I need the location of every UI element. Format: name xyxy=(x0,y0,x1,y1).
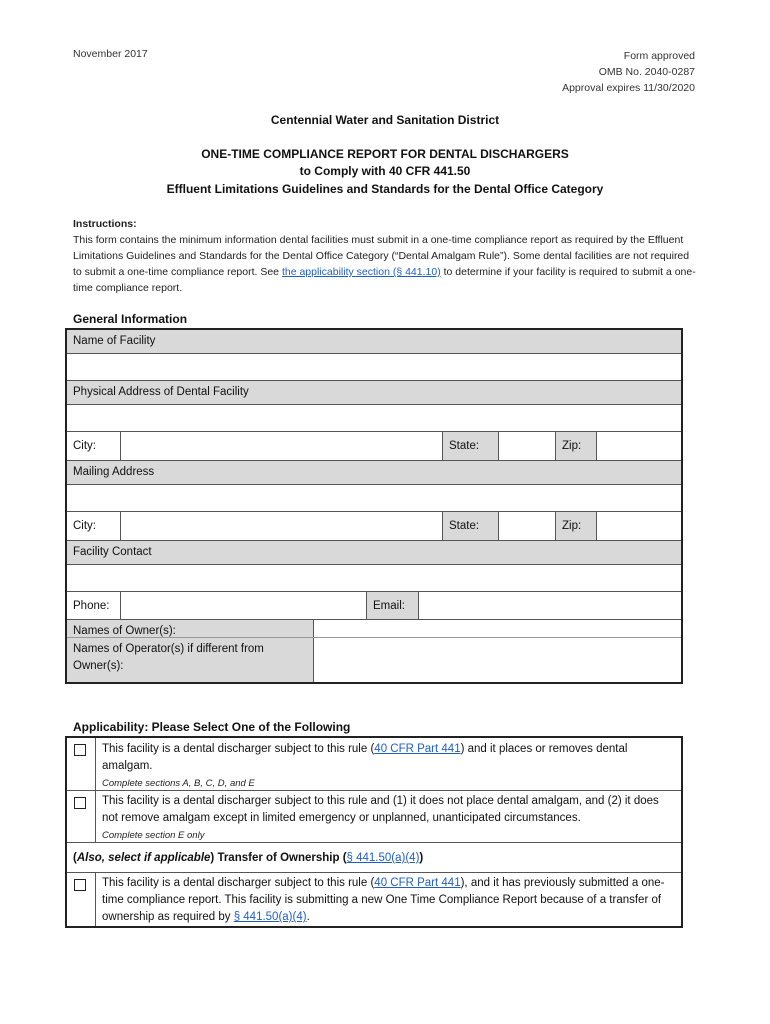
applicability-table xyxy=(65,736,683,928)
applicability-section-link[interactable]: the applicability section (§ 441.10) xyxy=(281,266,441,278)
cfr-part-441-link-2[interactable]: 40 CFR Part 441 xyxy=(374,877,461,889)
mailing-zip-label-cell xyxy=(555,512,596,540)
option-3-text-a: This facility is a dental discharger subject to this rule ( xyxy=(102,877,375,889)
option-3-text xyxy=(102,875,677,926)
section-441-50-link-2[interactable]: § 441.50(a)(4) xyxy=(233,911,307,923)
physical-address-label: Physical Address of Dental Facility xyxy=(73,386,249,398)
district-name: Centennial Water and Sanitation District xyxy=(270,113,500,127)
mailing-zip-label: Zip: xyxy=(562,520,582,532)
approval-expiry: Approval expires 11/30/2020 xyxy=(562,82,695,94)
name-of-facility-input[interactable] xyxy=(67,354,681,381)
email-input[interactable] xyxy=(418,592,681,619)
option-1-divider xyxy=(95,738,96,790)
mailing-state-input[interactable] xyxy=(498,512,555,540)
physical-zip-label-cell xyxy=(555,432,596,460)
owners-row xyxy=(67,620,681,638)
facility-contact-label-row xyxy=(67,541,681,565)
instructions-heading: Instructions: xyxy=(73,218,137,230)
mailing-city-state-zip-row xyxy=(67,512,681,541)
report-title: ONE-TIME COMPLIANCE REPORT FOR DENTAL DISCHARGERS xyxy=(201,147,569,161)
option-1-note: Complete sections A, B, C, D, and E xyxy=(102,778,255,789)
physical-zip-input[interactable] xyxy=(596,432,681,460)
report-date: November 2017 xyxy=(73,48,148,60)
mailing-state-label: State: xyxy=(449,520,480,532)
facility-contact-input[interactable] xyxy=(67,565,681,592)
instructions-text xyxy=(73,232,698,296)
email-label-cell xyxy=(366,592,418,619)
mailing-zip-input[interactable] xyxy=(596,512,681,540)
option-3-divider xyxy=(95,873,96,926)
transfer-also: Also, select if applicable xyxy=(76,852,211,864)
cfr-part-441-link[interactable]: 40 CFR Part 441 xyxy=(374,743,461,755)
name-of-facility-label: Name of Facility xyxy=(73,335,156,347)
transfer-open: ( xyxy=(73,852,77,864)
option-2-divider xyxy=(95,791,96,842)
transfer-ownership-row xyxy=(67,843,681,873)
operators-row xyxy=(67,638,681,682)
option-2-checkbox[interactable] xyxy=(74,797,86,809)
phone-email-row xyxy=(67,592,681,620)
option-1-text xyxy=(102,741,677,792)
physical-state-input[interactable] xyxy=(498,432,555,460)
operators-label: Names of Operator(s) if different from Owner(s): xyxy=(73,643,264,672)
instructions-text-a: This form contains the minimum information dental facilities must submit in a one-time compliance report as required by the Effluent Limitations Guidelines and Standards for the Dental Office Category (“Dental Amalgam Rule”). Some dental facilities are not required to submit a one-time compliance report. See xyxy=(73,234,690,278)
approval-block xyxy=(562,48,695,96)
applicability-option-2 xyxy=(67,791,681,843)
facility-contact-label: Facility Contact xyxy=(73,546,152,558)
phone-input[interactable] xyxy=(120,592,366,619)
option-2-note: Complete section E only xyxy=(102,830,205,841)
physical-zip-label: Zip: xyxy=(562,440,582,452)
owners-label: Names of Owner(s): xyxy=(73,625,176,637)
physical-state-label: State: xyxy=(449,440,480,452)
physical-city-label: City: xyxy=(73,440,96,452)
option-1-text-b: ) and it places or removes dental amalgam. xyxy=(102,743,628,772)
option-2-text xyxy=(102,793,677,844)
name-of-facility-label-row xyxy=(67,330,681,354)
option-1-checkbox[interactable] xyxy=(74,744,86,756)
option-1-text-a: This facility is a dental discharger subject to this rule ( xyxy=(102,743,375,755)
option-3-checkbox[interactable] xyxy=(74,879,86,891)
omb-number: OMB No. 2040-0287 xyxy=(598,66,695,78)
phone-label: Phone: xyxy=(73,600,110,612)
general-info-table xyxy=(65,328,683,684)
mailing-city-input[interactable] xyxy=(120,512,442,540)
applicability-option-1 xyxy=(67,738,681,791)
instructions-text-b: to determine if your facility is required to submit a one-time compliance report. xyxy=(73,266,696,294)
transfer-close: ) xyxy=(419,852,424,864)
physical-state-label-cell xyxy=(442,432,498,460)
option-3-text-c: . xyxy=(306,911,310,923)
applicability-option-3 xyxy=(67,873,681,926)
physical-city-state-zip-row xyxy=(67,432,681,461)
mailing-state-label-cell xyxy=(442,512,498,540)
report-subtitle: to Comply with 40 CFR 441.50 xyxy=(299,164,471,178)
physical-address-input[interactable] xyxy=(67,405,681,432)
mailing-city-label: City: xyxy=(73,520,96,532)
form-approved: Form approved xyxy=(623,50,695,62)
report-guidelines: Effluent Limitations Guidelines and Standards for the Dental Office Category xyxy=(166,182,604,196)
general-info-title: General Information xyxy=(73,312,188,326)
mailing-address-label-row xyxy=(67,461,681,485)
owners-input[interactable] xyxy=(313,620,681,637)
section-441-50-link[interactable]: § 441.50(a)(4) xyxy=(346,852,420,864)
option-3-text-b: ), and it has previously submitted a one-time compliance report. This facility is submitting a new One Time Compliance Report because of a transfer of ownership as required by xyxy=(102,877,665,923)
mailing-address-label: Mailing Address xyxy=(73,466,155,478)
applicability-title: Applicability: Please Select One of the Following xyxy=(73,720,351,734)
physical-address-label-row xyxy=(67,381,681,405)
transfer-mid: ) Transfer of Ownership ( xyxy=(210,852,347,864)
email-label: Email: xyxy=(373,600,405,612)
operators-input[interactable] xyxy=(313,638,681,682)
mailing-address-input[interactable] xyxy=(67,485,681,512)
option-2-text-a: This facility is a dental discharger subject to this rule and (1) it does not place dental amalgam, and (2) it does not remove amalgam except in limited emergency or unplanned, unanticipated circumstances. xyxy=(102,795,659,824)
physical-city-input[interactable] xyxy=(120,432,442,460)
transfer-ownership-heading xyxy=(73,850,648,867)
